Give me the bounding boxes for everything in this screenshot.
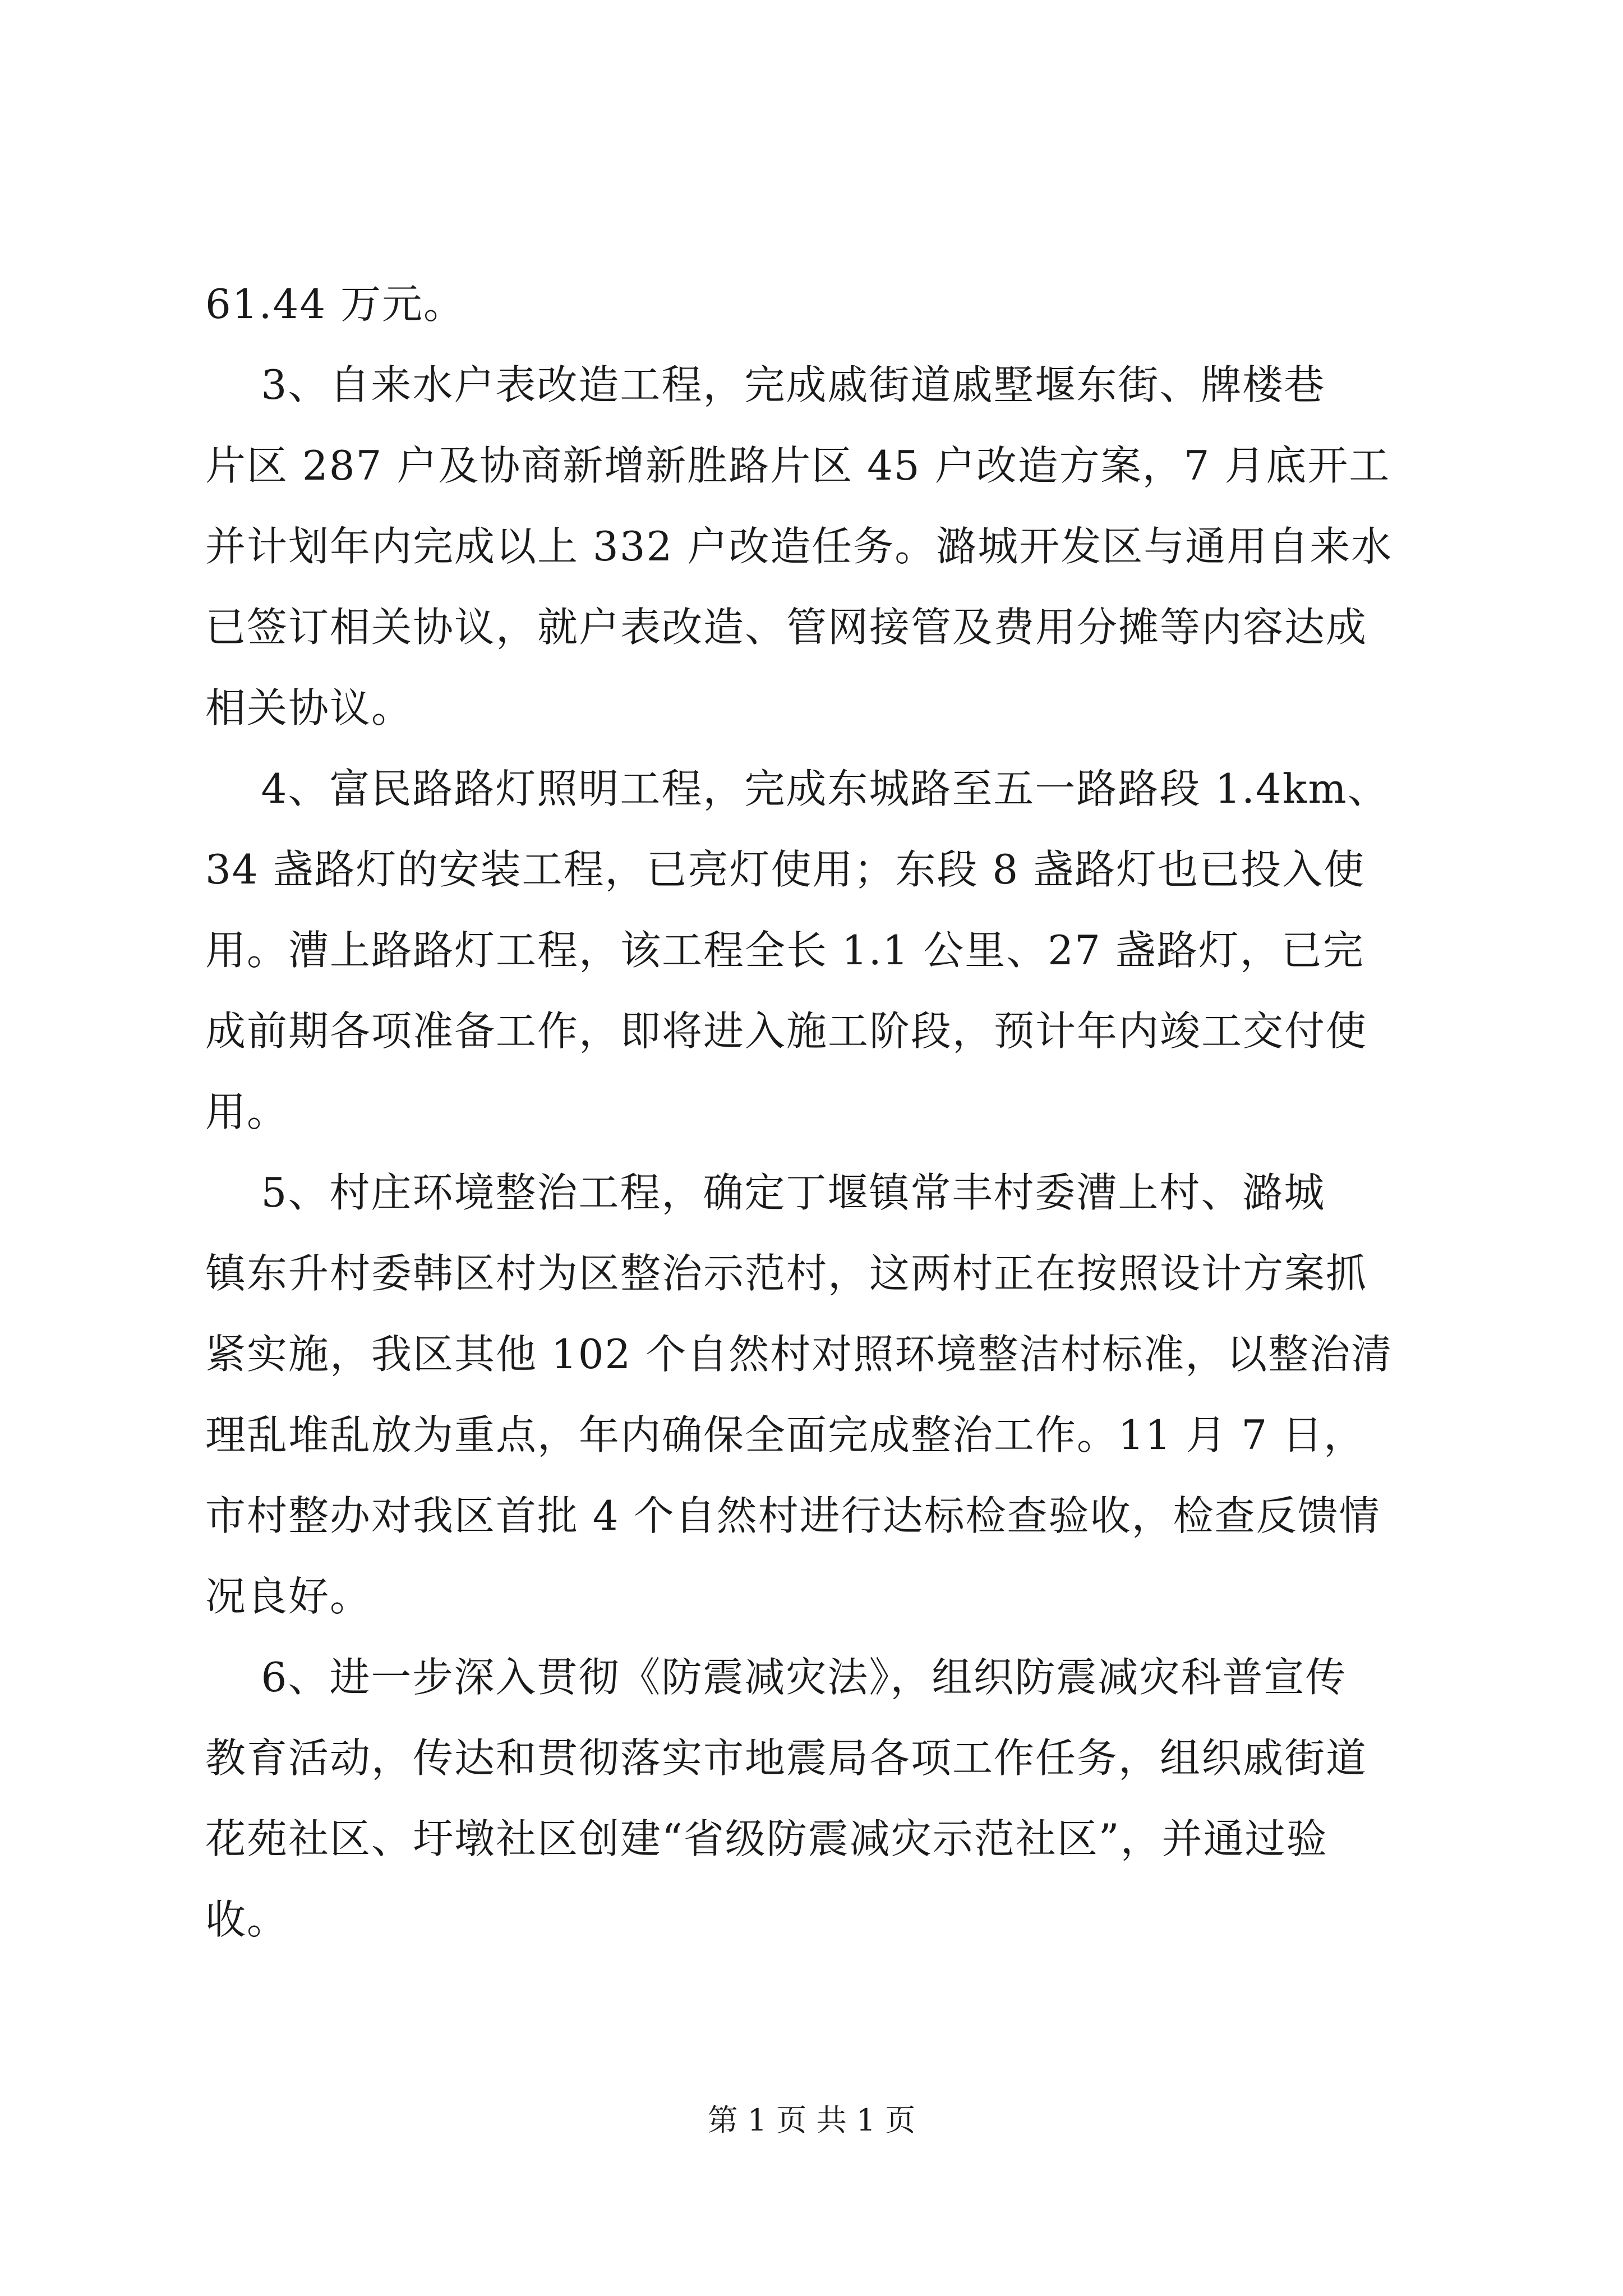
text-line: 4、富民路路灯照明工程，完成东城路至五一路路段 1.4km、 [205,765,1389,812]
text-line: 34 盏路灯的安装工程，已亮灯使用；东段 8 盏路灯也已投入使 [205,846,1366,893]
text-line: 片区 287 户及协商新增新胜路片区 45 户改造方案，7 月底开工 [205,442,1391,489]
text-line: 花苑社区、圩墩社区创建“省级防震减灾示范社区”，并通过验 [205,1815,1328,1862]
text-line: 教育活动，传达和贯彻落实市地震局各项工作任务，组织戚街道 [205,1734,1368,1782]
text-line: 成前期各项准备工作，即将进入施工阶段，预计年内竣工交付使 [205,1007,1368,1055]
text-line: 6、进一步深入贯彻《防震减灾法》，组织防震减灾科普宣传 [205,1654,1347,1701]
text-line: 理乱堆乱放为重点，年内确保全面完成整治工作。11 月 7 日， [205,1411,1366,1458]
page-number-footer: 第 1 页 共 1 页 [707,2102,916,2138]
text-line: 相关协议。 [205,684,413,731]
text-line: 用。漕上路路灯工程，该工程全长 1.1 公里、27 盏路灯，已完 [205,927,1364,974]
text-line: 5、村庄环境整治工程，确定丁堰镇常丰村委漕上村、潞城 [205,1169,1326,1216]
text-line: 镇东升村委韩区村为区整治示范村，这两村正在按照设计方案抓 [205,1250,1368,1297]
text-line: 收。 [205,1896,289,1943]
text-line: 用。 [205,1088,289,1135]
text-line: 已签订相关协议，就户表改造、管网接管及费用分摊等内容达成 [205,604,1368,651]
text-line: 并计划年内完成以上 332 户改造任务。潞城开发区与通用自来水 [205,523,1393,570]
document-body [205,264,1417,1960]
text-line: 紧实施，我区其他 102 个自然村对照环境整洁村标准，以整治清 [205,1331,1393,1378]
text-line: 况良好。 [205,1573,372,1620]
text-line: 市村整办对我区首批 4 个自然村进行达标检查验收，检查反馈情 [205,1492,1381,1539]
text-line: 61.44 万元。 [205,280,465,328]
text-line: 3、自来水户表改造工程，完成戚街道戚墅堰东街、牌楼巷 [205,361,1326,408]
